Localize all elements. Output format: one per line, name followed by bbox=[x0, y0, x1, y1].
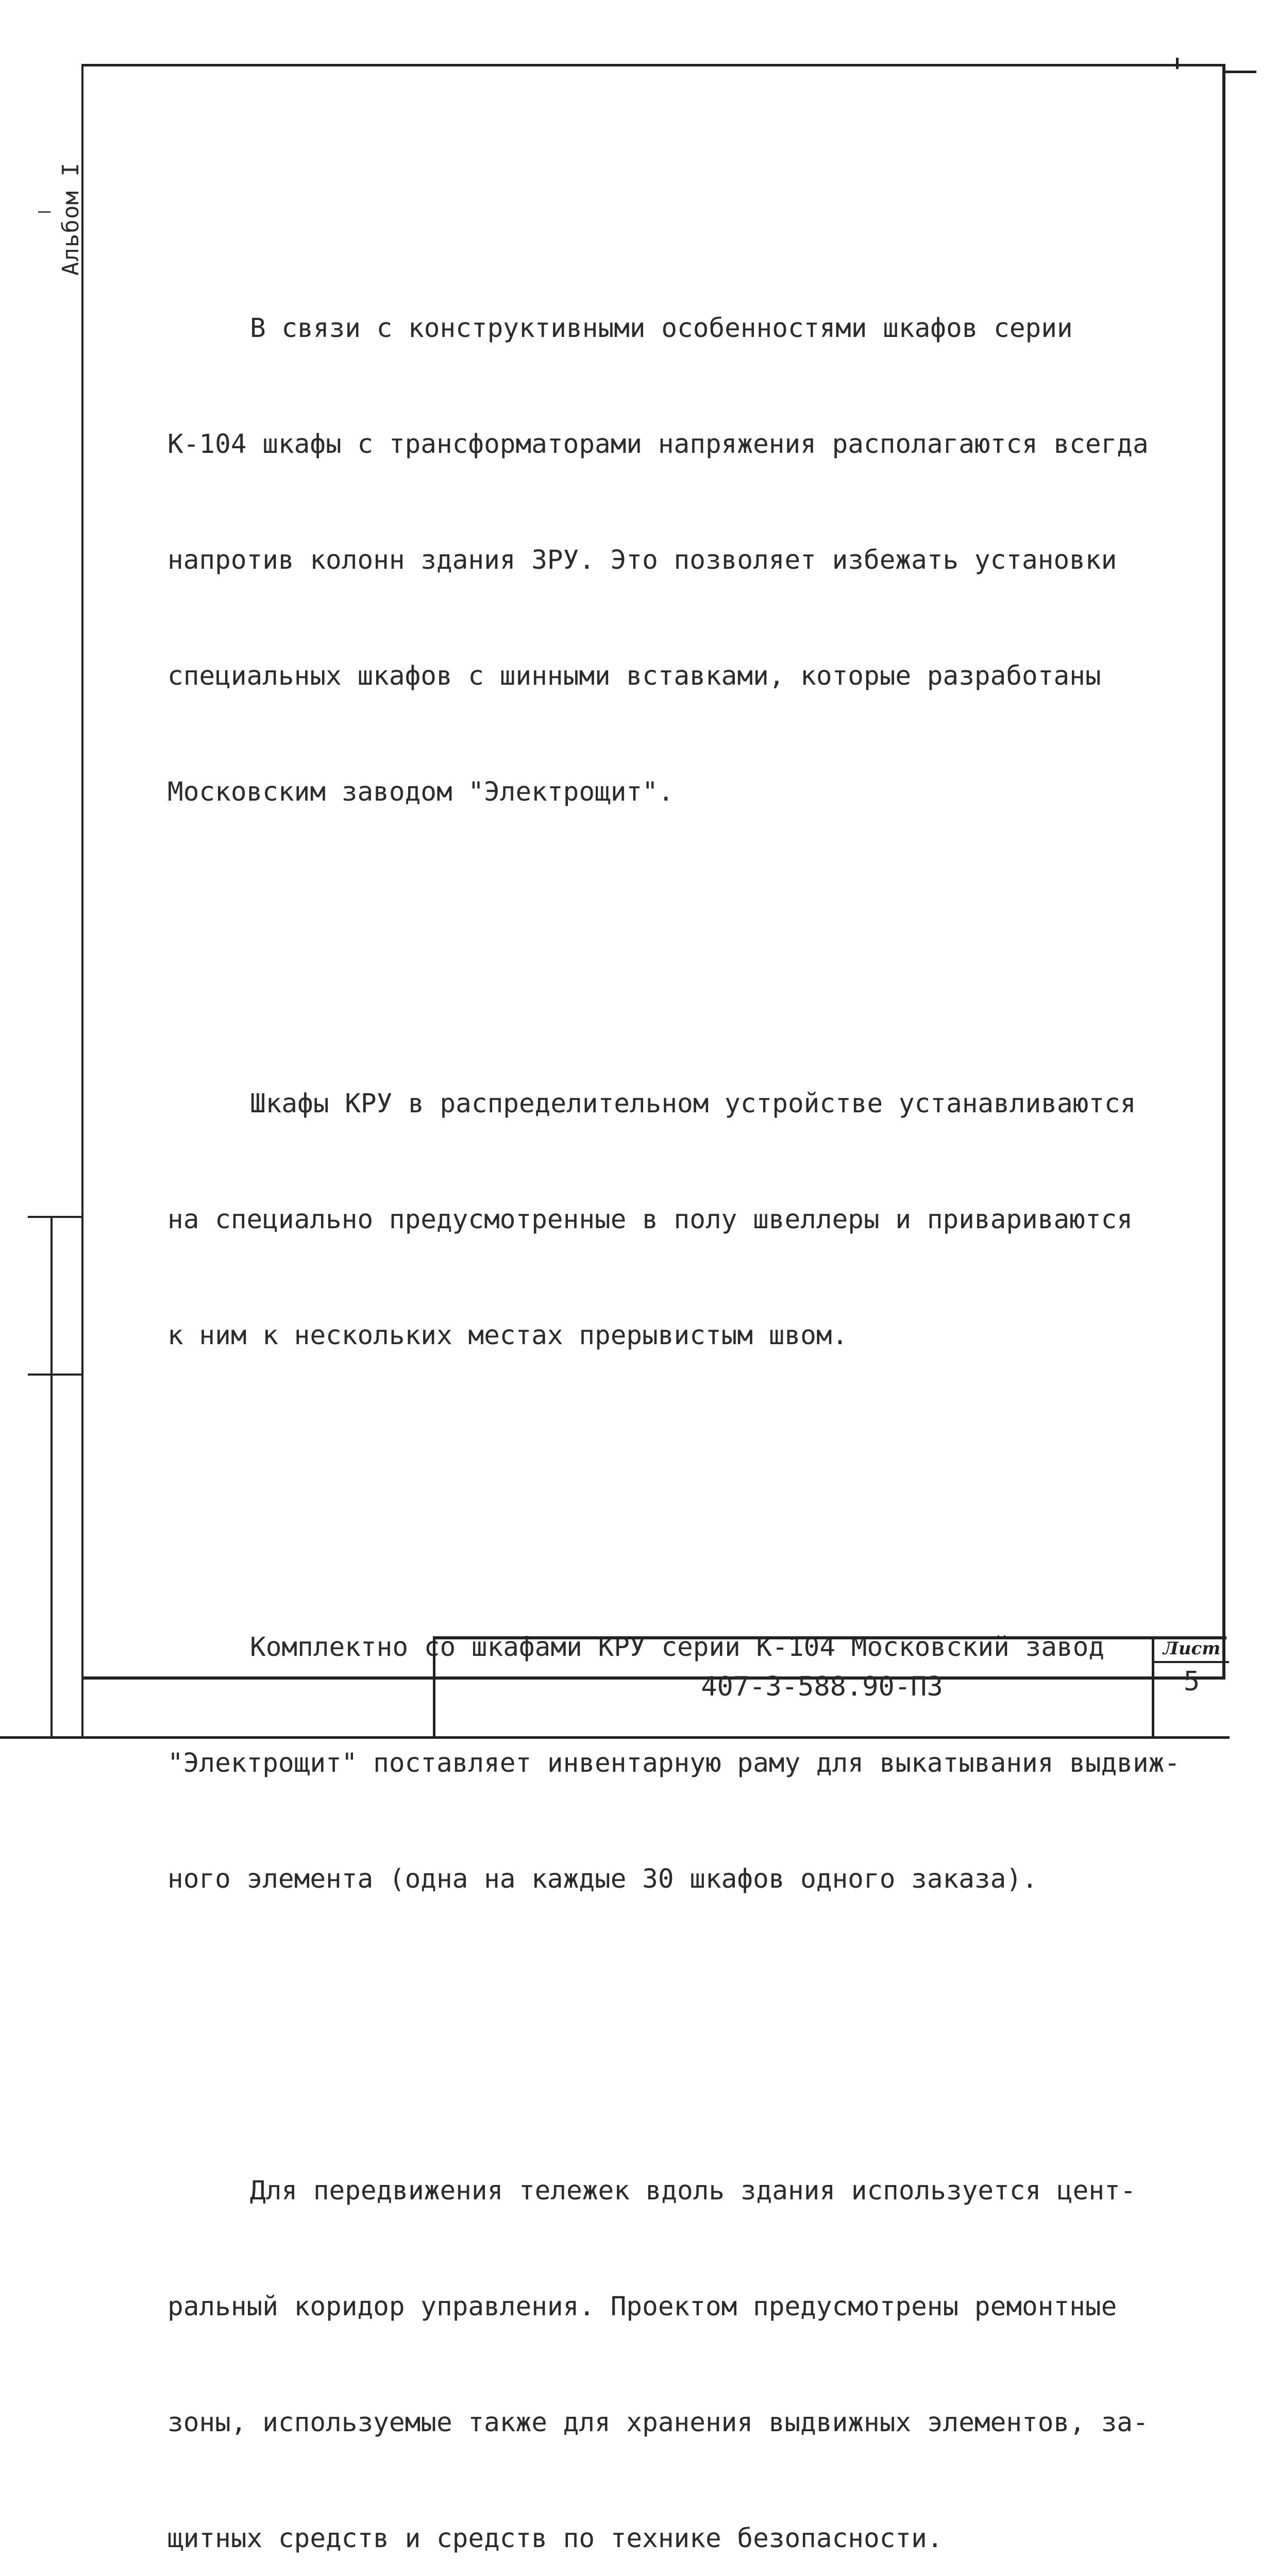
margin-dash bbox=[38, 211, 51, 213]
paragraph-2 bbox=[167, 1007, 1198, 1432]
binding-strip-line bbox=[51, 1217, 53, 1737]
album-label: Альбом I bbox=[58, 162, 84, 276]
paragraph-4 bbox=[167, 2094, 1198, 2576]
sheet-label: Лист bbox=[1154, 1636, 1229, 1663]
text-line: к ним к нескольких местах прерывистым швом. bbox=[167, 1320, 848, 1351]
sheet-cell bbox=[1152, 1636, 1229, 1738]
text-line: на специально предусмотренные в полу швеллеры и привариваются bbox=[167, 1205, 1133, 1235]
frame-top-tick bbox=[1176, 58, 1179, 69]
text-line: специальных шкафов с шинными вставками, которые разработаны bbox=[167, 661, 1101, 691]
text-line: Комплектно со шкафами КРУ серии К-104 Московский завод bbox=[250, 1632, 1105, 1663]
frame-top-extension bbox=[1225, 71, 1256, 73]
text-line: зоны, используемые также для хранения выдвижных элементов, за- bbox=[167, 2408, 1149, 2438]
paragraph-3 bbox=[167, 1551, 1198, 1976]
text-line: "Электрощит" поставляет инвентарную раму для выкатывания выдвиж- bbox=[167, 1748, 1181, 1778]
text-line: напротив колонн здания ЗРУ. Это позволяет избежать установки bbox=[167, 545, 1117, 575]
document-code: 407-3-588.90-ПЗ bbox=[701, 1671, 943, 1702]
binding-strip-divider-1 bbox=[28, 1216, 83, 1218]
text-line: К-104 шкафы с трансформаторами напряжения располагаются всегда bbox=[167, 429, 1149, 460]
text-line: ральный коридор управления. Проектом предусмотрены ремонтные bbox=[167, 2292, 1117, 2322]
text-line: Шкафы КРУ в распределительном устройстве устанавливаются bbox=[250, 1089, 1136, 1119]
text-line: Для передвижения тележек вдоль здания используется цент- bbox=[250, 2176, 1136, 2206]
text-line: щитных средств и средств по технике безопасности. bbox=[167, 2523, 943, 2554]
paragraph-1 bbox=[167, 232, 1198, 889]
title-block bbox=[433, 1636, 1226, 1738]
sheet-number: 5 bbox=[1183, 1666, 1200, 1697]
text-line: ного элемента (одна на каждые 30 шкафов одного заказа). bbox=[167, 1864, 1038, 1894]
text-line: Московским заводом "Электрощит". bbox=[167, 777, 674, 807]
text-line: В связи с конструктивными особенностями шкафов серии bbox=[250, 313, 1073, 344]
binding-strip-divider-2 bbox=[28, 1374, 83, 1376]
document-body bbox=[167, 155, 1198, 2576]
frame-left-extension bbox=[81, 1680, 83, 1736]
